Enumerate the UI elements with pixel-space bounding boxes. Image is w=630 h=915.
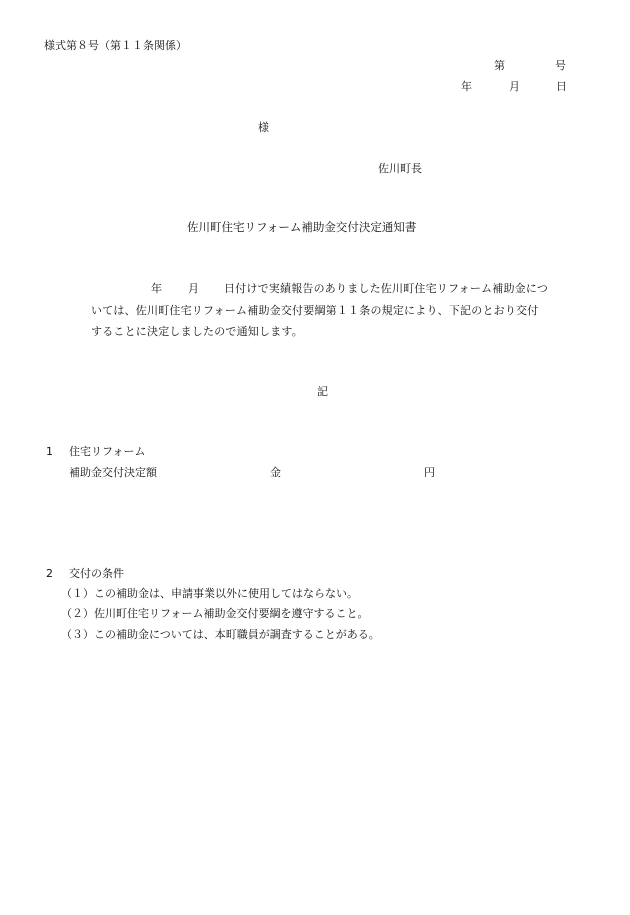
intro-line-1: 日付けで実績報告のありました佐川町住宅リフォーム補助金につ <box>224 282 549 295</box>
intro-month: 月 <box>188 282 200 295</box>
intro-year: 年 <box>151 282 163 295</box>
amount-unit: 円 <box>424 466 435 479</box>
section-1-heading: 住宅リフォーム <box>69 445 146 458</box>
condition-2: （２）佐川町住宅リフォーム補助金交付要綱を遵守すること。 <box>61 607 369 620</box>
recipient-suffix: 様 <box>258 121 269 134</box>
amount-label: 補助金交付決定額 <box>69 466 157 479</box>
condition-1: （１）この補助金は、申請事業以外に使用してはならない。 <box>61 587 358 600</box>
intro-line-2: いては、佐川町住宅リフォーム補助金交付要綱第１１条の規定により、下記のとおり交付 <box>91 304 539 317</box>
doc-number-prefix: 第 <box>494 59 505 72</box>
amount-prefix: 金 <box>270 466 281 479</box>
date-year: 年 <box>461 80 472 93</box>
form-label: 様式第８号（第１１条関係） <box>44 39 187 52</box>
date-day: 日 <box>556 80 567 93</box>
section-2-heading: 交付の条件 <box>69 567 124 580</box>
condition-3: （３）この補助金については、本町職員が調査することがある。 <box>61 628 380 641</box>
ki-heading: 記 <box>317 385 328 398</box>
intro-line-3: することに決定しましたので通知します。 <box>91 325 303 338</box>
date-month: 月 <box>509 80 520 93</box>
section-1-number: 1 <box>46 445 53 458</box>
doc-number-suffix: 号 <box>555 59 566 72</box>
document-title: 佐川町住宅リフォーム補助金交付決定通知書 <box>187 220 417 234</box>
issuer: 佐川町長 <box>378 162 422 175</box>
section-2-number: 2 <box>46 567 53 580</box>
